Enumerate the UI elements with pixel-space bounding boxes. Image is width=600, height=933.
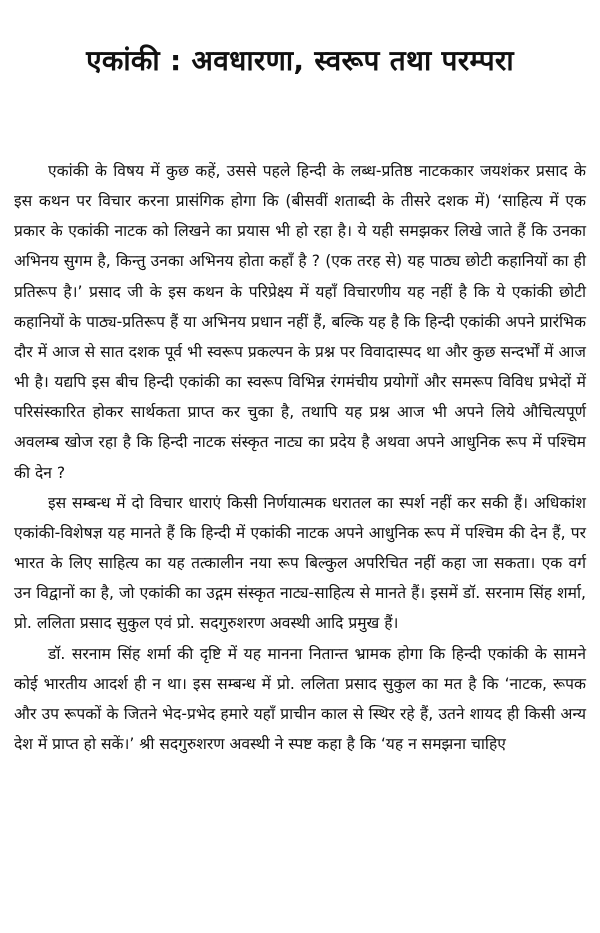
- paragraph: एकांकी के विषय में कुछ कहें, उससे पहले हिन्दी के लब्ध-प्रतिष्ठ नाटककार जयशंकर प्रसाद के इस कथन पर विचार करना प्रासंगिक होगा कि (बीसवीं शताब्दी के तीसरे दशक में) ‘साहित्य में एक प्रकार के एकांकी नाटक को लिखने का प्रयास भी हो रहा है। ये यही समझकर लिखे जाते हैं कि उनका अभिनय सुगम है, किन्तु उनका अभिनय होता कहाँ है ? (एक तरह से) यह पाठ्य छोटी कहानियों का ही प्रतिरूप है।’ प्रसाद जी के इस कथन के परिप्रेक्ष्य में यहाँ विचारणीय यह नहीं है कि ये एकांकी छोटी कहानियों के पाठ्य-प्रतिरूप हैं या अभिनय प्रधान नहीं हैं, बल्कि यह है कि हिन्दी एकांकी अपने प्रारंभिक दौर में आज से सात दशक पूर्व भी स्वरूप प्रकल्पन के प्रश्न पर विवादास्पद था और कुछ सन्दर्भों में आज भी है। यद्यपि इस बीच हिन्दी एकांकी का स्वरूप विभिन्न रंगमंचीय प्रयोगों और समरूप विविध प्रभेदों में परिसंस्कारित होकर सार्थकता प्राप्त कर चुका है, तथापि यह प्रश्न आज भी अपने लिये औचित्यपूर्ण अवलम्ब खोज रहा है कि हिन्दी नाटक संस्कृत नाट्य का प्रदेय है अथवा अपने आधुनिक रूप में पश्चिम की देन ?: [14, 162, 586, 482]
- chapter-title: एकांकी : अवधारणा, स्वरूप तथा परम्परा: [86, 44, 514, 77]
- body-text: [14, 156, 586, 759]
- paragraph: डॉ. सरनाम सिंह शर्मा की दृष्टि में यह मानना नितान्त भ्रामक होगा कि हिन्दी एकांकी के सामने कोई भारतीय आदर्श ही न था। इस सम्बन्ध में प्रो. ललिता प्रसाद सुकुल का मत है कि ‘नाटक, रूपक और उप रूपकों के जितने भेद-प्रभेद हमारे यहाँ प्राचीन काल से स्थिर रहे हैं, उतने शायद ही किसी अन्य देश में प्राप्त हो सकें।’ श्री सदगुरुशरण अवस्थी ने स्पष्ट कहा है कि ‘यह न समझना चाहिए: [14, 644, 586, 753]
- paragraph: इस सम्बन्ध में दो विचार धाराएं किसी निर्णयात्मक धरातल का स्पर्श नहीं कर सकी हैं। अधिकांश एकांकी-विशेषज्ञ यह मानते हैं कि हिन्दी में एकांकी नाटक अपने आधुनिक रूप में पश्चिम की देन हैं, पर भारत के लिए साहित्य का यह तत्कालीन नया रूप बिल्कुल अपरिचित नहीं कहा जा सकता। एक वर्ग उन विद्वानों का है, जो एकांकी का उद्गम संस्कृत नाट्य-साहित्य से मानते हैं। इसमें डॉ. सरनाम सिंह शर्मा, प्रो. ललिता प्रसाद सुकुल एवं प्रो. सदगुरुशरण अवस्थी आदि प्रमुख हैं।: [14, 493, 586, 633]
